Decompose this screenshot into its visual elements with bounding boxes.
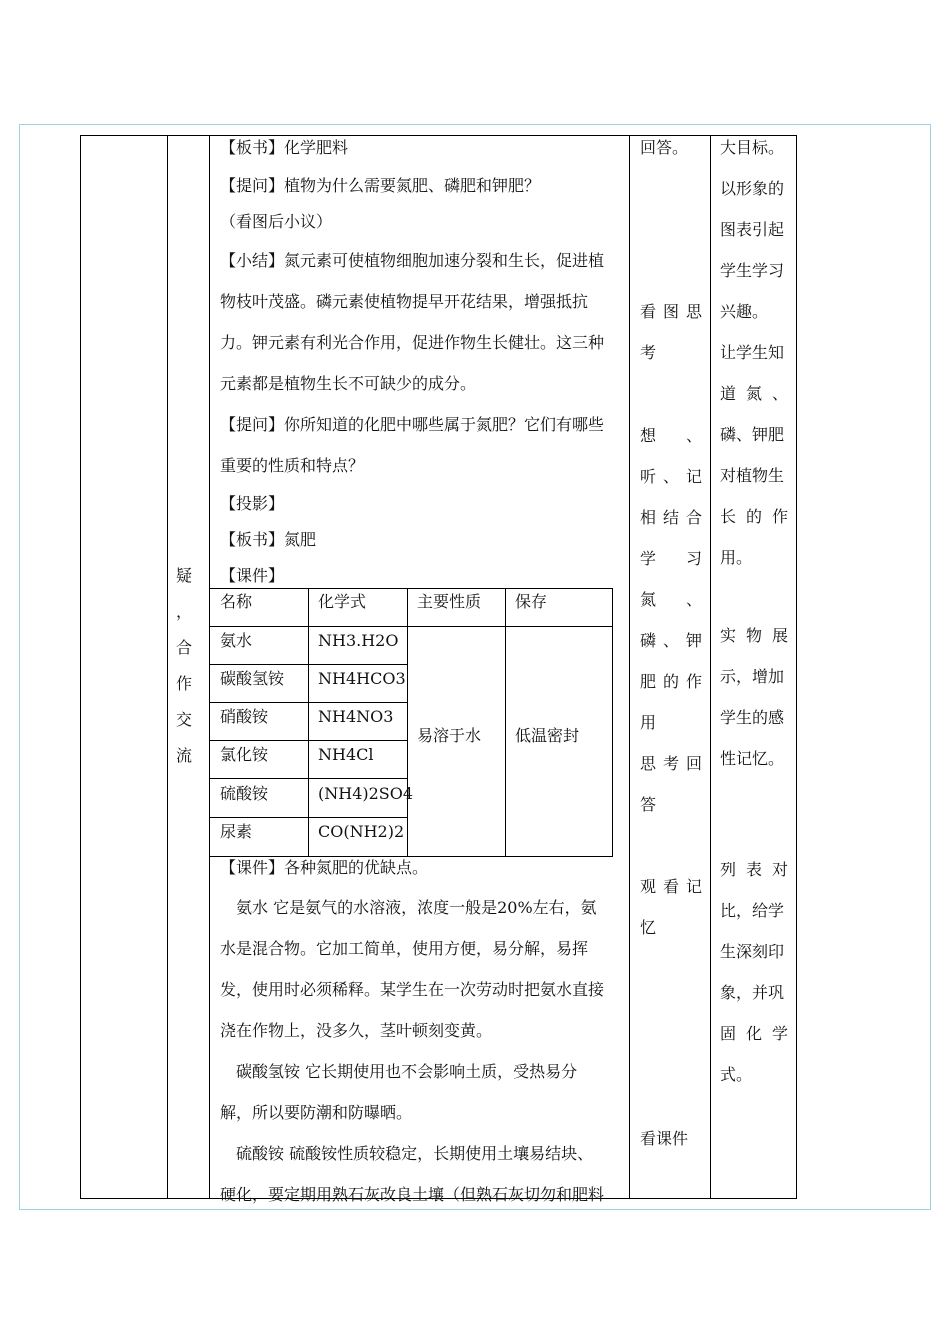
intent-line: 对植物生	[720, 466, 785, 485]
text-line: 碳酸氢铵 它长期使用也不会影响土质，受热易分	[236, 1062, 578, 1081]
intent-line: 以形象的	[720, 179, 785, 198]
text-line: 【板书】氮肥	[220, 530, 317, 549]
text-line: 发，使用时必须稀释。某学生在一次劳动时把氨水直接	[220, 980, 605, 999]
ft-line	[612, 588, 613, 857]
teacher-text-top	[220, 127, 624, 594]
student-activity-watch	[640, 866, 702, 948]
student-line: 思考回	[640, 754, 702, 773]
table-cell-formula: CO(NH2)2	[318, 822, 405, 841]
student-line	[640, 209, 702, 250]
ft-line	[505, 588, 506, 857]
intent-line: 磷、钾肥	[720, 425, 785, 444]
student-line: 听、记	[640, 467, 702, 486]
intent-line: 列表对	[720, 860, 788, 879]
intent-line: 学生学习	[720, 261, 785, 280]
text-line: 【提问】植物为什么需要氮肥、磷肥和钾肥？	[220, 176, 541, 195]
student-activity-top	[640, 127, 702, 373]
intent-line: 性记忆。	[720, 749, 785, 768]
text-line: 硫酸铵 硫酸铵性质较稳定，长期使用土壤易结块、	[236, 1144, 594, 1163]
table-cell-name: 碳酸氢铵	[220, 669, 285, 688]
stage-char: 合	[175, 638, 192, 657]
text-line: 【提问】你所知道的化肥中哪些属于氮肥？它们有哪些	[220, 415, 605, 434]
text-line: 元素都是植物生长不可缺少的成分。	[220, 374, 477, 393]
text-line: 解，所以要防潮和防曝晒。	[220, 1103, 413, 1122]
intent-line: 比，给学	[720, 901, 785, 920]
student-line: 磷、钾	[640, 631, 702, 650]
ft-line	[210, 778, 408, 779]
student-activity-middle	[640, 415, 702, 825]
ft-line	[210, 702, 408, 703]
text-line: 物枝叶茂盛。磷元素使植物提早开花结果，增强抵抗	[220, 292, 589, 311]
intent-line: 学生的感	[720, 708, 785, 727]
table-cell-formula: NH3.H2O	[318, 631, 399, 650]
table-cell-name: 硫酸铵	[220, 784, 269, 803]
student-line: 考	[640, 343, 657, 362]
student-line	[640, 168, 702, 209]
table-cell-formula: NH4NO3	[318, 707, 394, 726]
table-header: 主要性质	[417, 592, 482, 611]
text-line: 【课件】各种氮肥的优缺点。	[220, 858, 429, 877]
ft-line	[407, 588, 408, 857]
student-line: 用	[640, 713, 657, 732]
text-line: 【投影】	[220, 494, 285, 513]
intent-line: 图表引起	[720, 220, 785, 239]
stage-char: 疑	[175, 566, 192, 585]
table-cell-property: 易溶于水	[417, 726, 482, 745]
table-cell-name: 硝酸铵	[220, 707, 269, 726]
ft-line	[210, 664, 408, 665]
student-line: 看图思	[640, 302, 702, 321]
col-line-1	[80, 135, 81, 1199]
intent-line: 生深刻印	[720, 942, 785, 961]
intent-top	[720, 127, 788, 578]
intent-line: 让学生知	[720, 343, 785, 362]
table-header: 保存	[515, 592, 548, 611]
text-line: 硬化，要定期用熟石灰改良土壤（但熟石灰切勿和肥料	[220, 1185, 605, 1204]
intent-line: 大目标。	[720, 138, 785, 157]
text-line: 水是混合物。它加工简单，使用方便，易分解，易挥	[220, 939, 589, 958]
student-line	[640, 250, 702, 291]
text-line: 力。钾元素有利光合作用，促进作物生长健壮。这三种	[220, 333, 605, 352]
intent-line: 兴趣。	[720, 302, 769, 321]
ft-line	[210, 817, 408, 818]
stage-char: 交	[175, 710, 192, 729]
stage-label	[170, 558, 198, 774]
intent-line: 实物展	[720, 626, 788, 645]
table-cell-name: 氨水	[220, 631, 253, 650]
table-cell-formula: NH4Cl	[318, 745, 374, 764]
text-line: 【板书】化学肥料	[220, 138, 349, 157]
table-cell-name: 氯化铵	[220, 745, 269, 764]
ft-line	[308, 588, 309, 857]
text-line: 【小结】氮元素可使植物细胞加速分裂和生长，促进植	[220, 251, 605, 270]
student-line: 氮 、	[640, 590, 702, 609]
table-header: 化学式	[318, 592, 367, 611]
text-line: 浇在作物上，没多久，茎叶顿刻变黄。	[220, 1021, 493, 1040]
intent-line: 道氮、	[720, 384, 788, 403]
text-line: 氨水 它是氨气的水溶液，浓度一般是20%左右，氨	[236, 898, 597, 917]
student-line: 肥的作	[640, 672, 702, 691]
intent-line: 象，并巩	[720, 983, 785, 1002]
text-line: 【课件】	[220, 566, 285, 585]
table-cell-storage: 低温密封	[515, 726, 580, 745]
text-line: （看图后小议）	[220, 212, 333, 231]
intent-line: 固化学	[720, 1024, 788, 1043]
col-line-4	[629, 135, 630, 1199]
intent-line: 示，增加	[720, 667, 785, 686]
intent-line: 式。	[720, 1065, 753, 1084]
table-cell-formula: NH4HCO3	[318, 669, 406, 688]
intent-line: 长的作	[720, 507, 788, 526]
table-cell-name: 尿素	[220, 822, 253, 841]
col-line-5	[710, 135, 711, 1199]
ft-line	[210, 626, 613, 627]
intent-bottom	[720, 849, 788, 1095]
student-line: 观看记	[640, 877, 702, 896]
col-line-3	[209, 135, 210, 1199]
stage-char: 流	[175, 746, 192, 765]
ft-line	[210, 740, 408, 741]
col-line-6	[796, 135, 797, 1199]
student-line: 回答。	[640, 138, 689, 157]
student-line: 想 、	[640, 426, 702, 445]
table-cell-formula: (NH4)2SO4	[318, 784, 414, 803]
stage-char: 作	[175, 674, 192, 693]
intent-middle	[720, 615, 788, 779]
intent-line: 用。	[720, 548, 753, 567]
stage-char: ，	[175, 602, 192, 621]
col-line-2	[167, 135, 168, 1199]
student-line: 忆	[640, 918, 657, 937]
teacher-text-bottom	[220, 849, 624, 1215]
student-line: 答	[640, 795, 657, 814]
student-line: 学 习	[640, 549, 702, 568]
text-line: 重要的性质和特点？	[220, 456, 365, 475]
ft-line	[210, 588, 613, 589]
table-header: 名称	[220, 592, 253, 611]
student-line: 相结合	[640, 508, 702, 527]
student-activity-courseware: 看课件	[640, 1129, 689, 1148]
